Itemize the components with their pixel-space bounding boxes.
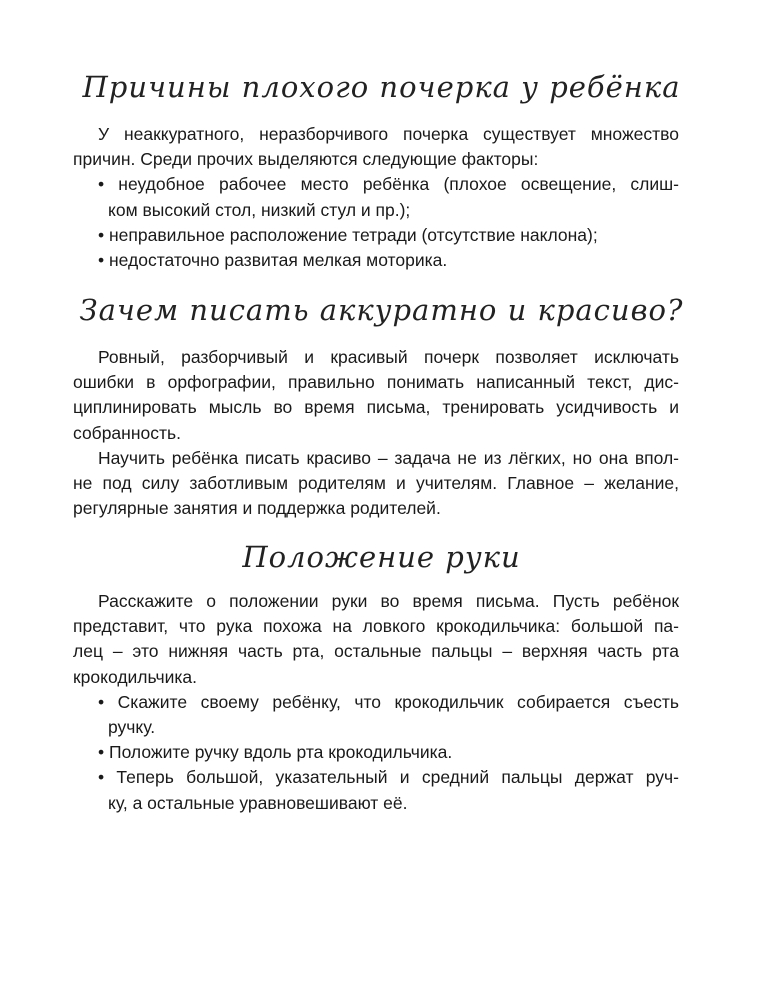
- section3-heading: Положение руки: [242, 540, 521, 574]
- section2-para2-line-2: не под силу заботливым родителям и учителям. Главное – желание,: [73, 473, 679, 494]
- section2-para2-line-1: Научить ребёнка писать красиво – задача не из лёгких, но она впол-: [98, 447, 679, 468]
- section3-para-line-1: Расскажите о положении руки во время письма. Пусть ребёнок: [98, 591, 679, 611]
- section1-intro-line-2: причин. Среди прочих выделяются следующие факторы:: [73, 149, 539, 170]
- section2-heading: Зачем писать аккуратно и красиво?: [79, 293, 684, 327]
- section3-bullet-1-cont: ручку.: [108, 717, 156, 738]
- section2-para1-line-3: циплинировать мысль во время письма, тренировать усидчивость и: [73, 397, 679, 418]
- section2-para2-line-3: регулярные занятия и поддержка родителей.: [73, 498, 441, 519]
- section3-bullet-3: • Теперь большой, указательный и средний пальцы держат руч-: [98, 767, 679, 788]
- section1-bullet-2: • неправильное расположение тетради (отсутствие наклона);: [98, 224, 598, 245]
- section1-intro-line-1: У неаккуратного, неразборчивого почерка существует множество: [98, 124, 679, 144]
- section3-bullet-2: • Положите ручку вдоль рта крокодильчика.: [98, 742, 453, 763]
- section2-body: [73, 345, 679, 521]
- section3-para-line-2: представит, что рука похожа на ловкого крокодильчика: большой па-: [73, 616, 679, 637]
- section3-para-line-3: лец – это нижняя часть рта, остальные пальцы – верхняя часть рта: [73, 641, 679, 662]
- section3-bullet-3-cont: ку, а остальные уравновешивают её.: [108, 792, 408, 813]
- section1-heading: Причины плохого почерка у ребёнка: [82, 70, 681, 104]
- section3-body: [73, 589, 679, 816]
- section1-bullet-1: • неудобное рабочее место ребёнка (плохое освещение, слиш-: [98, 174, 679, 195]
- section3-para-line-4: крокодильчика.: [73, 666, 197, 687]
- section1-bullet-3: • недостаточно развитая мелкая моторика.: [98, 250, 448, 271]
- section1-bullet-1-cont: ком высокий стол, низкий стул и пр.);: [108, 199, 411, 220]
- section1-body: [73, 122, 679, 273]
- section3-bullet-1: • Скажите своему ребёнку, что крокодильчик собирается съесть: [98, 691, 679, 712]
- section2-para1-line-2: ошибки в орфографии, правильно понимать написанный текст, дис-: [73, 372, 679, 393]
- section2-para1-line-1: Ровный, разборчивый и красивый почерк позволяет исключать: [98, 347, 679, 367]
- section2-para1-line-4: собранность.: [73, 422, 181, 443]
